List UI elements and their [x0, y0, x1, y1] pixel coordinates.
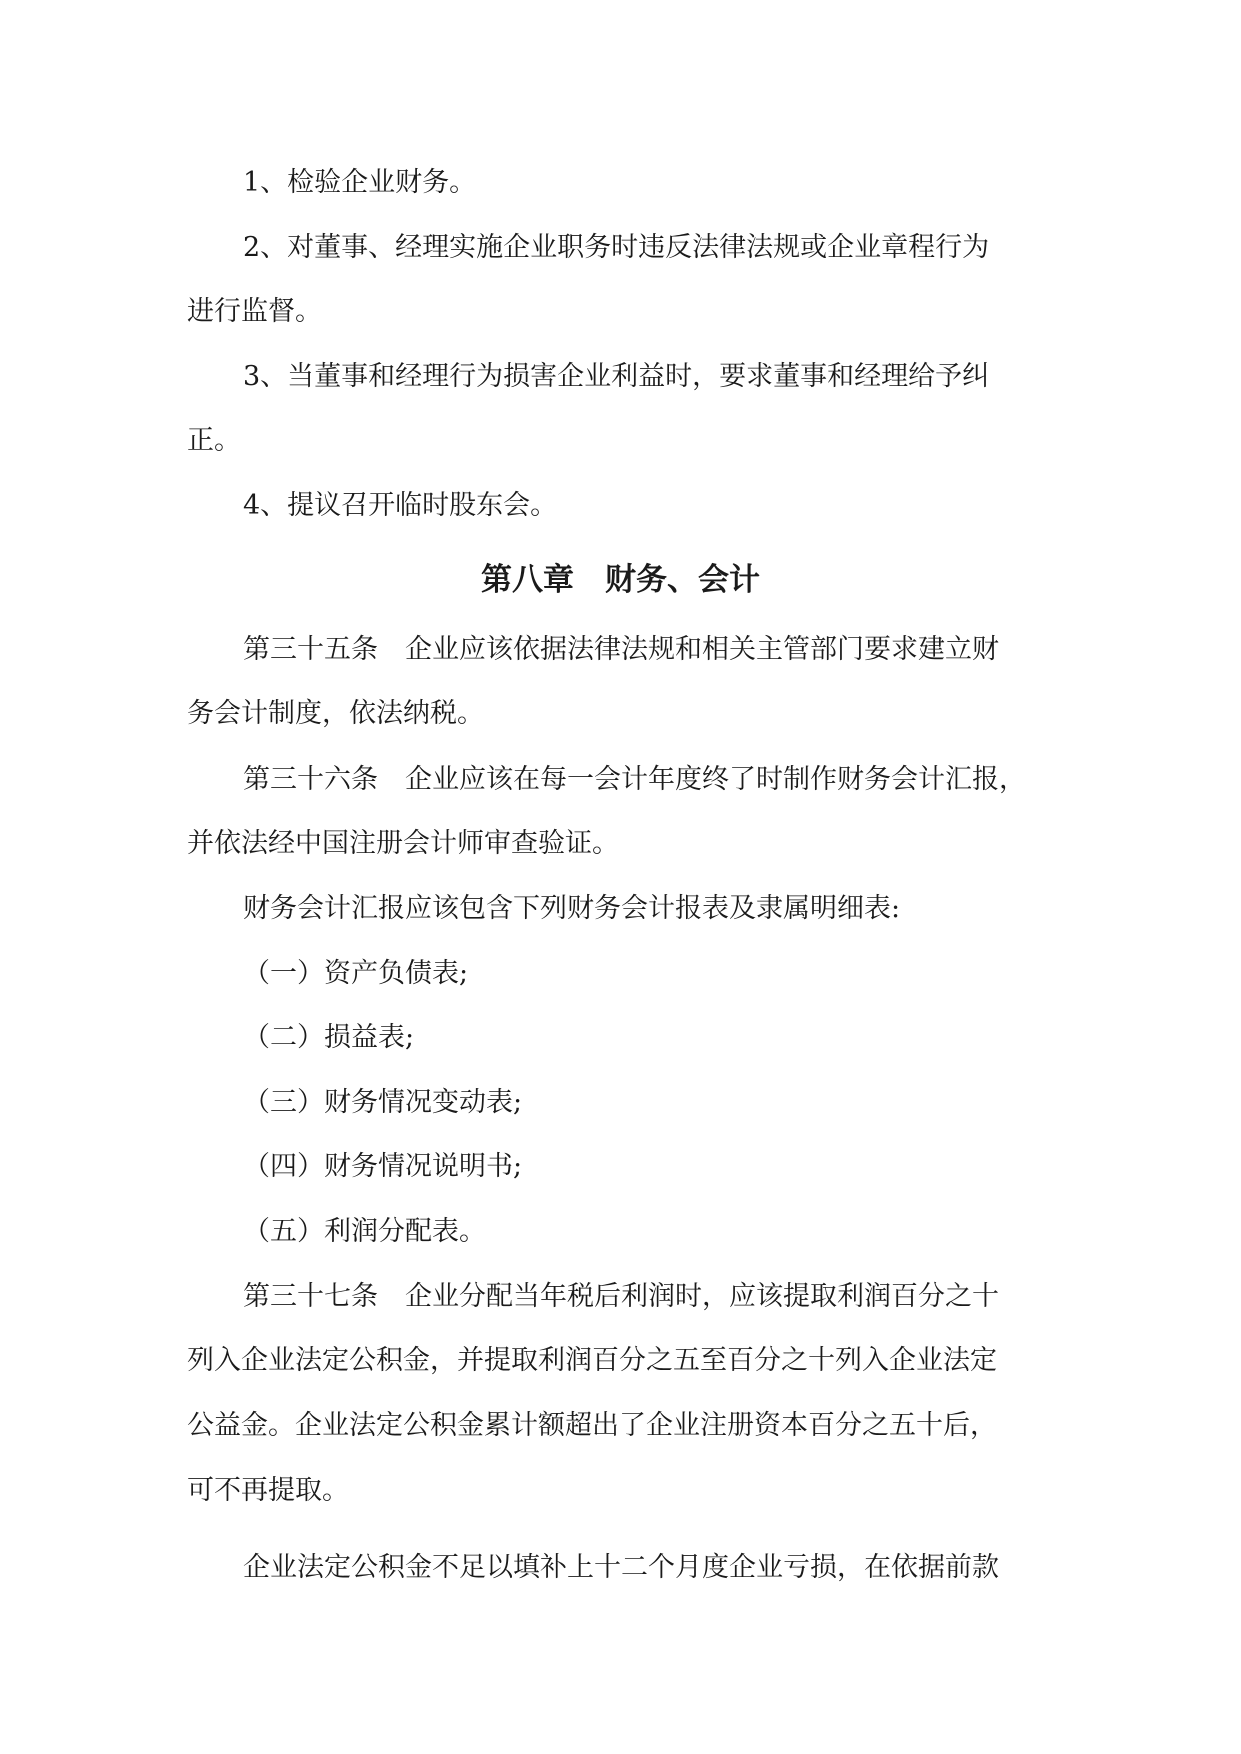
item-4: 4、提议召开临时股东会。: [243, 490, 558, 521]
item-3: 3、当董事和经理行为损害企业利益时，要求董事和经理给予纠: [243, 361, 990, 392]
article-35-line-2: 务会计制度，依法纳税。: [187, 698, 484, 729]
last-paragraph: 企业法定公积金不足以填补上十二个月度企业亏损，在依据前款: [243, 1552, 999, 1583]
item-2-continued: 进行监督。: [187, 296, 322, 327]
article-37-line-2: 列入企业法定公积金，并提取利润百分之五至百分之十列入企业法定: [187, 1345, 997, 1376]
article-37-line-4: 可不再提取。: [187, 1475, 349, 1506]
item-3-continued: 正。: [187, 425, 241, 456]
report-list-item: （一）资产负债表;: [243, 958, 469, 989]
report-list-item: （四）财务情况说明书;: [243, 1151, 523, 1182]
report-intro: 财务会计汇报应该包含下列财务会计报表及隶属明细表:: [243, 893, 901, 924]
item-1: 1、检验企业财务。: [243, 167, 477, 198]
article-35-line-1: 第三十五条 企业应该依据法律法规和相关主管部门要求建立财: [243, 634, 999, 665]
report-list-item: （五）利润分配表。: [243, 1216, 486, 1247]
report-list-item: （三）财务情况变动表;: [243, 1087, 523, 1118]
article-36-line-2: 并依法经中国注册会计师审查验证。: [187, 828, 619, 859]
article-36-line-1: 第三十六条 企业应该在每一会计年度终了时制作财务会计汇报，: [243, 764, 1026, 795]
item-2: 2、对董事、经理实施企业职务时违反法律法规或企业章程行为: [243, 232, 990, 263]
report-list-item: （二）损益表;: [243, 1022, 415, 1053]
article-37-line-1: 第三十七条 企业分配当年税后利润时，应该提取利润百分之十: [243, 1281, 999, 1312]
article-37-line-3: 公益金。企业法定公积金累计额超出了企业注册资本百分之五十后，: [187, 1410, 997, 1441]
chapter-heading: 第八章 财务、会计: [481, 562, 760, 598]
